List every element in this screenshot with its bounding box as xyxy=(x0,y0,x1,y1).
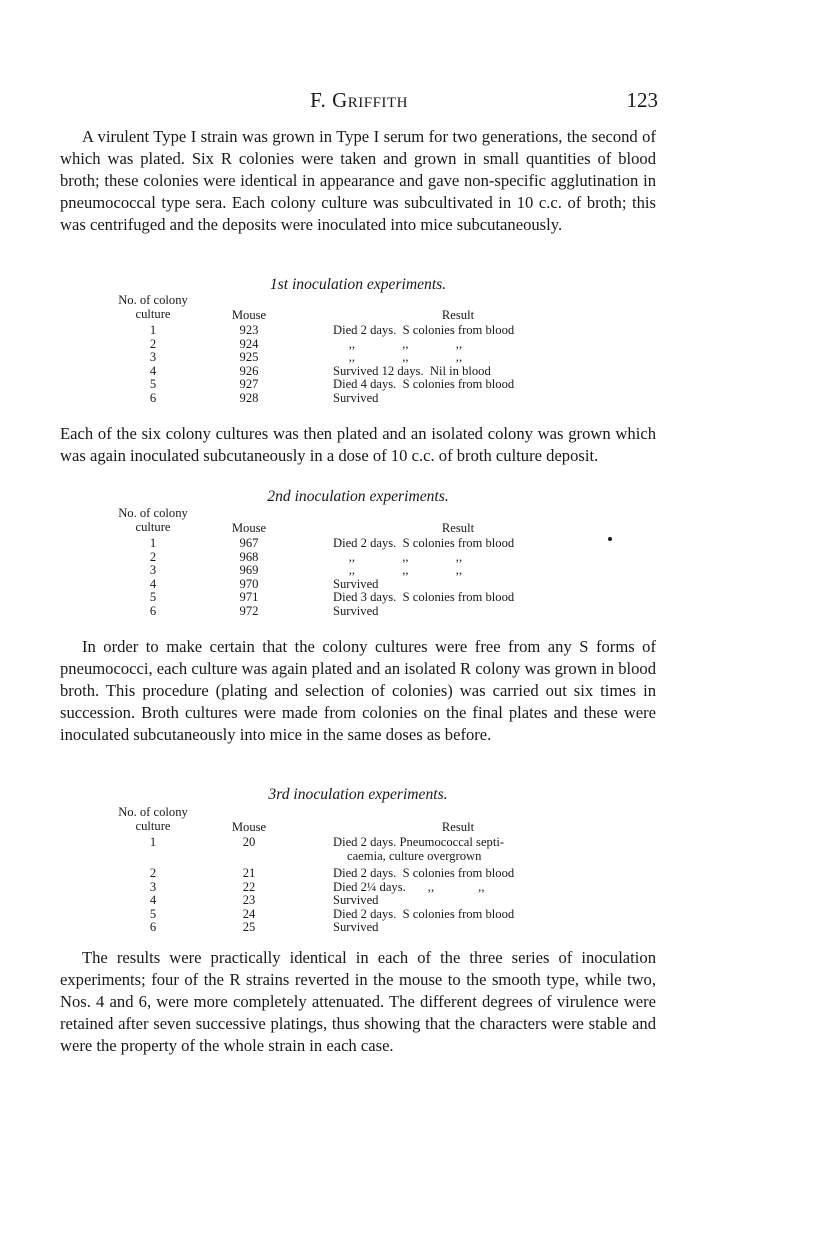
culture-number: 5 xyxy=(149,377,157,392)
page-number: 123 xyxy=(626,88,658,112)
result-text: Died 2 days. S colonies from blood xyxy=(333,906,515,921)
culture-number: 4 xyxy=(149,363,157,378)
result-cell xyxy=(333,836,583,863)
table-3-caption xyxy=(60,786,656,804)
table-row xyxy=(107,324,587,338)
mouse-number: 20 xyxy=(242,835,256,849)
table-1 xyxy=(107,294,587,406)
result-text: Died 4 days. S colonies from blood xyxy=(333,377,515,392)
mouse-number: 22 xyxy=(242,879,256,894)
mouse-number: 23 xyxy=(242,893,256,908)
result-text: Survived xyxy=(333,576,379,591)
mouse-number: 926 xyxy=(239,363,259,378)
culture-number: 6 xyxy=(149,603,157,618)
table-row xyxy=(107,591,587,605)
table-row xyxy=(107,365,587,379)
result-text: ,, ,, ,, xyxy=(333,350,463,365)
table-1-header-mouse: Mouse xyxy=(231,308,267,322)
table-row xyxy=(107,338,587,352)
running-head: F. Griffith xyxy=(310,88,408,112)
mouse-number: 969 xyxy=(239,563,259,578)
table-1-caption xyxy=(60,276,656,294)
mouse-number: 25 xyxy=(242,920,256,935)
table-row xyxy=(107,378,587,392)
mouse-number: 24 xyxy=(242,906,256,921)
table-1-caption-text: inoculation experiments. xyxy=(291,276,447,293)
culture-number: 5 xyxy=(149,906,157,921)
culture-number: 3 xyxy=(149,879,157,894)
table-row xyxy=(107,605,587,619)
mouse-number: 924 xyxy=(239,336,259,351)
table-3-caption-text: inoculation experiments. xyxy=(293,786,448,803)
mouse-number: 970 xyxy=(239,576,259,591)
table-row xyxy=(107,908,587,922)
table-row xyxy=(107,921,587,935)
mouse-number: 925 xyxy=(239,350,259,365)
table-3-header-mouse: Mouse xyxy=(231,820,267,834)
table-row xyxy=(107,867,587,881)
culture-number: 4 xyxy=(149,893,157,908)
culture-number: 2 xyxy=(149,549,157,564)
table-3-caption-ordinal: 3rd xyxy=(268,786,290,803)
table-2 xyxy=(107,507,587,619)
mouse-number: 971 xyxy=(239,590,259,605)
result-text: Died 3 days. S colonies from blood xyxy=(333,590,515,605)
table-2-header xyxy=(107,507,587,537)
culture-number: 3 xyxy=(149,350,157,365)
result-text: Survived xyxy=(333,920,379,935)
table-2-caption-ordinal: 2nd xyxy=(267,488,291,505)
table-1-header-culture: No. of colony culture xyxy=(118,293,188,321)
culture-number: 2 xyxy=(149,866,157,880)
mouse-number: 927 xyxy=(239,377,259,392)
culture-number: 1 xyxy=(149,536,157,550)
culture-number: 5 xyxy=(149,590,157,605)
culture-number: 6 xyxy=(149,920,157,935)
mouse-number: 968 xyxy=(239,549,259,564)
culture-number: 6 xyxy=(149,390,157,405)
paragraph-3: In order to make certain that the colony cultures were free from any S forms of pneumococci, each culture was again plated and an isolated R colony was grown in blood broth. This procedure (plating and selection of colonies) was carried out six times in succession. Broth cultures were made from colonies on the final plates and these were inoculated subcutaneously into mice in the same doses as before. xyxy=(60,637,656,745)
result-text: Died 2 days. S colonies from blood xyxy=(333,536,515,550)
paragraph-4: The results were practically identical in each of the three series of inoculation experiments; four of the R strains reverted in the mouse to the smooth type, while two, Nos. 4 and 6, were more completely attenuated. The different degrees of virulence were retained after seven successive platings, thus showing that the characters were stable and were the property of the whole strain in each case. xyxy=(60,948,656,1056)
page-header xyxy=(60,88,658,118)
result-text-continuation: caemia, culture overgrown xyxy=(347,848,482,863)
culture-number: 4 xyxy=(149,576,157,591)
result-text: ,, ,, ,, xyxy=(333,563,463,578)
culture-number: 1 xyxy=(149,835,157,849)
table-1-header xyxy=(107,294,587,324)
culture-number: 3 xyxy=(149,563,157,578)
result-text: Survived xyxy=(333,893,379,908)
table-row xyxy=(107,392,587,406)
table-row xyxy=(107,351,587,365)
mouse-number: 923 xyxy=(239,323,259,337)
table-2-caption xyxy=(60,488,656,506)
result-text: Died 2 days. S colonies from blood xyxy=(333,866,515,880)
mouse-number: 21 xyxy=(242,866,256,880)
table-1-caption-ordinal: 1st xyxy=(269,276,289,293)
table-row xyxy=(107,881,587,895)
result-text: Died 2 days. S colonies from blood xyxy=(333,323,515,337)
culture-number: 2 xyxy=(149,336,157,351)
print-speck xyxy=(608,537,612,541)
culture-number: 1 xyxy=(149,323,157,337)
table-2-caption-text: inoculation experiments. xyxy=(294,488,449,505)
result-text: ,, ,, ,, xyxy=(333,336,463,351)
paragraph-2: Each of the six colony cultures was then plated and an isolated colony was grown which was again inoculated subcutaneously in a dose of 10 c.c. of broth culture deposit. xyxy=(60,424,656,466)
table-row xyxy=(107,894,587,908)
result-text: Died 2¼ days. ,, ,, xyxy=(333,879,485,894)
table-3 xyxy=(107,806,587,935)
result-text: Died 2 days. Pneumococcal septi- xyxy=(333,835,505,849)
table-2-header-result: Result xyxy=(441,521,475,535)
mouse-number: 928 xyxy=(239,390,259,405)
result-text: Survived xyxy=(333,603,379,618)
mouse-number: 972 xyxy=(239,603,259,618)
table-3-header-result: Result xyxy=(441,820,475,834)
table-row xyxy=(107,578,587,592)
table-3-header-culture: No. of colony culture xyxy=(118,805,188,833)
table-3-header xyxy=(107,806,587,836)
table-2-header-mouse: Mouse xyxy=(231,521,267,535)
mouse-number: 967 xyxy=(239,536,259,550)
result-text: Survived 12 days. Nil in blood xyxy=(333,363,491,378)
table-row xyxy=(107,564,587,578)
table-row xyxy=(107,836,587,867)
table-2-header-culture: No. of colony culture xyxy=(118,506,188,534)
table-row xyxy=(107,551,587,565)
table-row xyxy=(107,537,587,551)
table-1-header-result: Result xyxy=(441,308,475,322)
result-text: ,, ,, ,, xyxy=(333,549,463,564)
paragraph-1: A virulent Type I strain was grown in Type I serum for two generations, the second of which was plated. Six R colonies were taken and grown in small quantities of blood broth; these colonies were identical in appearance and gave non-specific agglutination in pneumococcal type sera. Each colony culture was subcultivated in 10 c.c. of broth; this was centrifuged and the deposits were inoculated into mice subcutaneously. xyxy=(60,127,656,235)
result-text: Survived xyxy=(333,390,379,405)
